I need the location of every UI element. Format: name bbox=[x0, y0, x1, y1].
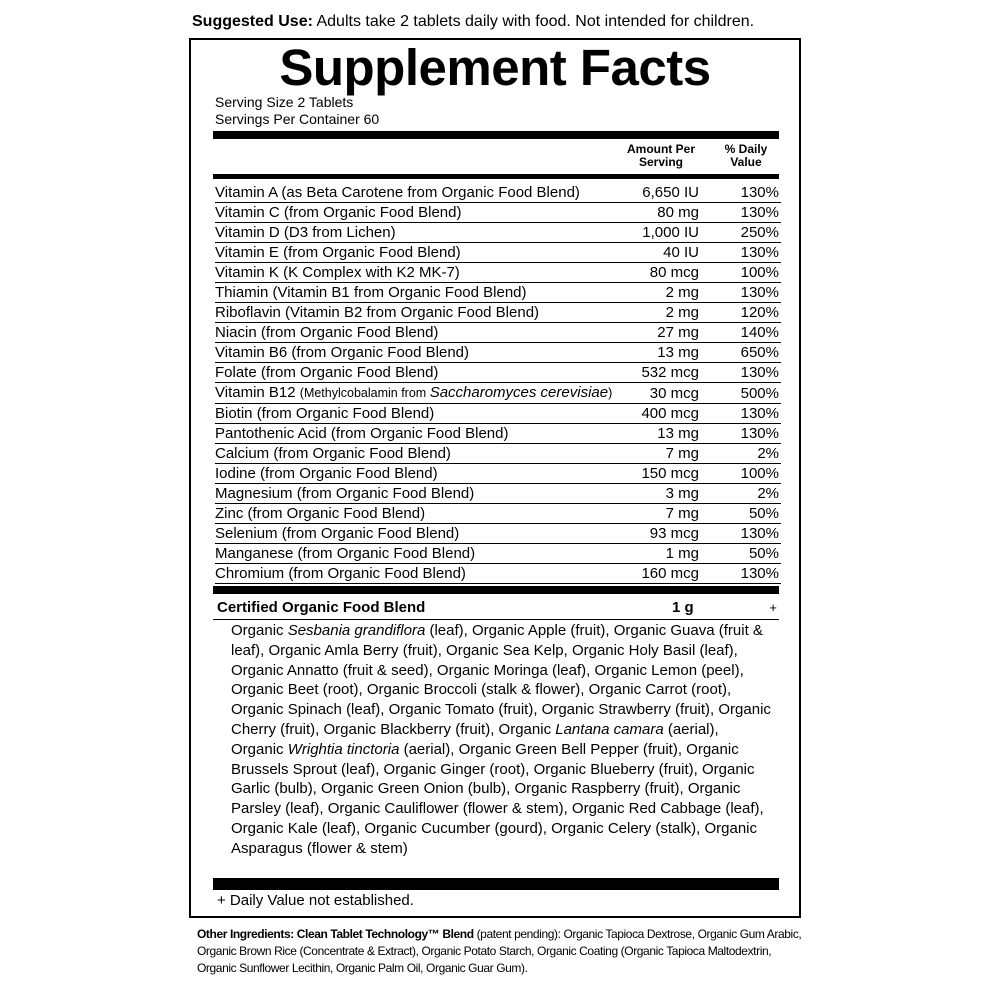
nutrient-amount: 30 mcg bbox=[617, 383, 699, 404]
nutrient-amount: 3 mg bbox=[617, 484, 699, 504]
nutrient-row bbox=[215, 363, 781, 383]
other-ingredients-text: (patent pending): Organic Tapioca Dextrose, Organic Gum Arabic, Organic Brown Rice (Concentrate & Extract), Organic Potato Starch, Organic Coating (Organic Tapioca Maltodextrin, Organic Sunflower Lecithin, Organic Palm Oil, Organic Guar Gum). bbox=[197, 927, 802, 975]
nutrient-daily-value: 130% bbox=[699, 524, 781, 544]
nutrient-daily-value: 120% bbox=[699, 303, 781, 323]
nutrient-name-text: Vitamin E (from Organic Food Blend) bbox=[215, 244, 461, 261]
medium-divider bbox=[213, 174, 779, 179]
blend-species-name: Lantana camara bbox=[555, 720, 664, 738]
nutrient-row bbox=[215, 464, 781, 484]
thick-divider-blend bbox=[213, 586, 779, 594]
supplement-facts-panel bbox=[189, 38, 801, 918]
nutrient-daily-value: 130% bbox=[699, 404, 781, 424]
panel-title: Supplement Facts bbox=[279, 39, 711, 96]
nutrient-daily-value: 50% bbox=[699, 544, 781, 564]
nutrient-row bbox=[215, 424, 781, 444]
nutrient-daily-value: 130% bbox=[699, 564, 781, 584]
nutrient-name-text: Selenium (from Organic Food Blend) bbox=[215, 525, 460, 542]
nutrient-daily-value: 100% bbox=[699, 263, 781, 283]
nutrient-name bbox=[215, 223, 617, 243]
nutrient-amount: 1,000 IU bbox=[617, 223, 699, 243]
nutrient-amount: 7 mg bbox=[617, 444, 699, 464]
nutrient-amount: 80 mg bbox=[617, 203, 699, 223]
nutrient-name bbox=[215, 444, 617, 464]
nutrient-row bbox=[215, 223, 781, 243]
nutrient-name bbox=[215, 363, 617, 383]
suggested-use-text: Adults take 2 tablets daily with food. Not intended for children. bbox=[312, 13, 755, 30]
header-daily-value: % Daily Value bbox=[724, 142, 768, 169]
thin-divider bbox=[213, 619, 779, 620]
nutrient-name bbox=[215, 424, 617, 444]
blend-dv: + bbox=[769, 600, 777, 615]
nutrient-amount: 532 mcg bbox=[617, 363, 699, 383]
nutrient-amount: 150 mcg bbox=[617, 464, 699, 484]
nutrient-row bbox=[215, 544, 781, 564]
nutrient-name bbox=[215, 404, 617, 424]
nutrient-name-text: Niacin (from Organic Food Blend) bbox=[215, 324, 439, 341]
nutrient-amount: 2 mg bbox=[617, 303, 699, 323]
nutrient-daily-value: 130% bbox=[699, 424, 781, 444]
blend-species-name: Wrightia tinctoria bbox=[287, 740, 400, 758]
nutrient-amount: 6,650 IU bbox=[617, 183, 699, 203]
nutrient-name bbox=[215, 564, 617, 584]
nutrient-daily-value: 130% bbox=[699, 243, 781, 263]
nutrient-row bbox=[215, 564, 781, 584]
nutrient-row bbox=[215, 444, 781, 464]
nutrient-daily-value: 2% bbox=[699, 484, 781, 504]
nutrient-name bbox=[215, 464, 617, 484]
nutrient-source-species: Saccharomyces cerevisiae bbox=[429, 384, 609, 401]
nutrient-name bbox=[215, 263, 617, 283]
blend-text-segment: Organic bbox=[231, 622, 288, 639]
nutrient-row bbox=[215, 263, 781, 283]
nutrient-amount: 2 mg bbox=[617, 283, 699, 303]
nutrient-row bbox=[215, 323, 781, 343]
footnote: + Daily Value not established. bbox=[217, 892, 414, 909]
nutrient-amount: 400 mcg bbox=[617, 404, 699, 424]
nutrient-name-text: Manganese (from Organic Food Blend) bbox=[215, 545, 476, 562]
nutrient-row bbox=[215, 183, 781, 203]
nutrient-amount: 1 mg bbox=[617, 544, 699, 564]
nutrient-source-text: (Methylcobalamin from bbox=[299, 386, 430, 400]
nutrient-row bbox=[215, 504, 781, 524]
nutrient-name bbox=[215, 183, 617, 203]
blend-species-name: Sesbania grandiflora bbox=[287, 622, 426, 639]
nutrient-daily-value: 130% bbox=[699, 283, 781, 303]
nutrient-row bbox=[215, 383, 781, 404]
nutrient-daily-value: 130% bbox=[699, 183, 781, 203]
serving-size: Serving Size 2 Tablets bbox=[215, 94, 354, 110]
blend-text-segment: (aerial), Organic bbox=[231, 720, 719, 758]
nutrient-row bbox=[215, 524, 781, 544]
nutrient-amount: 93 mcg bbox=[617, 524, 699, 544]
nutrient-name bbox=[215, 243, 617, 263]
nutrient-name-text: Vitamin A (as Beta Carotene from Organic Food Blend) bbox=[215, 184, 580, 201]
nutrient-table bbox=[215, 183, 781, 584]
nutrient-amount: 80 mcg bbox=[617, 263, 699, 283]
nutrient-name-text: Riboflavin (Vitamin B2 from Organic Food Blend) bbox=[215, 304, 540, 321]
nutrient-name-text: Magnesium (from Organic Food Blend) bbox=[215, 485, 475, 502]
blend-amount: 1 g bbox=[672, 599, 694, 616]
nutrient-amount: 40 IU bbox=[617, 243, 699, 263]
nutrient-name-text: Thiamin (Vitamin B1 from Organic Food Blend) bbox=[215, 284, 527, 301]
nutrient-amount: 27 mg bbox=[617, 323, 699, 343]
nutrient-name bbox=[215, 524, 617, 544]
nutrient-name bbox=[215, 504, 617, 524]
blend-text-segment: (aerial), Organic Green Bell Pepper (fruit), Organic Brussels Sprout (leaf), Organic Ginger (root), Organic Blueberry (fruit), Organic Garlic (bulb), Organic Green Onion (bulb), Organic Raspberry (fruit), Organic Parsley (leaf), Organic Cauliflower (flower & stem), Organic Red Cabbage (leaf), Organic Kale (leaf), Organic Cucumber (gourd), Organic Celery (stalk), Organic Asparagus (flower & stem) bbox=[231, 740, 764, 857]
header-amount-per-serving: Amount Per Serving bbox=[626, 142, 695, 169]
nutrient-amount: 160 mcg bbox=[617, 564, 699, 584]
nutrient-amount: 13 mg bbox=[617, 424, 699, 444]
nutrient-name-text: Pantothenic Acid (from Organic Food Blend) bbox=[215, 425, 509, 442]
nutrient-name-text: Vitamin D (D3 from Lichen) bbox=[215, 224, 396, 241]
nutrient-amount: 13 mg bbox=[617, 343, 699, 363]
nutrient-row bbox=[215, 203, 781, 223]
nutrient-name-text: Vitamin B6 (from Organic Food Blend) bbox=[215, 344, 469, 361]
nutrient-row bbox=[215, 343, 781, 363]
blend-text-segment: (leaf), Organic Apple (fruit), Organic Guava (fruit & leaf), Organic Amla Berry (fruit), Organic Sea Kelp, Organic Holy Basil (leaf), Organic Annatto (fruit & seed), Organic Moringa (leaf), Organic Lemon (peel), Organic Beet (root), Organic Broccoli (stalk & flower), Organic Carrot (root), Organic Spinach (leaf), Organic Tomato (fruit), Organic Strawberry (fruit), Organic Cherry (fruit), Organic Blackberry (fruit), Organic bbox=[231, 622, 771, 738]
nutrient-name-text: Chromium (from Organic Food Blend) bbox=[215, 565, 466, 582]
nutrient-name-text: Calcium (from Organic Food Blend) bbox=[215, 445, 451, 462]
nutrient-daily-value: 130% bbox=[699, 203, 781, 223]
nutrient-name-text: Vitamin K (K Complex with K2 MK-7) bbox=[215, 264, 460, 281]
suggested-use-label: Suggested Use: bbox=[192, 13, 313, 30]
nutrient-name bbox=[215, 484, 617, 504]
nutrient-row bbox=[215, 484, 781, 504]
nutrient-daily-value: 140% bbox=[699, 323, 781, 343]
nutrient-name bbox=[215, 323, 617, 343]
other-ingredients bbox=[197, 926, 807, 977]
nutrient-daily-value: 50% bbox=[699, 504, 781, 524]
nutrient-name bbox=[215, 383, 617, 404]
nutrient-name-text: Biotin (from Organic Food Blend) bbox=[215, 405, 435, 422]
nutrient-daily-value: 2% bbox=[699, 444, 781, 464]
nutrient-name bbox=[215, 283, 617, 303]
nutrient-name-text: Vitamin B12 bbox=[215, 384, 300, 401]
nutrient-row bbox=[215, 243, 781, 263]
nutrient-name bbox=[215, 203, 617, 223]
blend-name: Certified Organic Food Blend bbox=[217, 599, 426, 616]
nutrient-source-end: ) bbox=[608, 386, 613, 400]
nutrient-daily-value: 650% bbox=[699, 343, 781, 363]
nutrient-row bbox=[215, 283, 781, 303]
nutrient-name-text: Folate (from Organic Food Blend) bbox=[215, 364, 439, 381]
nutrient-row bbox=[215, 404, 781, 424]
nutrient-name bbox=[215, 544, 617, 564]
nutrient-name-text: Zinc (from Organic Food Blend) bbox=[215, 505, 426, 522]
nutrient-name-text: Vitamin C (from Organic Food Blend) bbox=[215, 204, 462, 221]
nutrient-row bbox=[215, 303, 781, 323]
nutrient-daily-value: 500% bbox=[699, 383, 781, 404]
nutrient-amount: 7 mg bbox=[617, 504, 699, 524]
nutrient-daily-value: 250% bbox=[699, 223, 781, 243]
other-ingredients-label: Other Ingredients: Clean Tablet Technology™ Blend bbox=[197, 927, 474, 941]
blend-ingredients bbox=[231, 621, 771, 859]
nutrient-name bbox=[215, 343, 617, 363]
suggested-use bbox=[192, 12, 754, 32]
thick-divider bbox=[213, 131, 779, 139]
blend-row bbox=[217, 598, 779, 618]
nutrient-daily-value: 100% bbox=[699, 464, 781, 484]
bottom-thick-divider bbox=[213, 878, 779, 890]
nutrient-daily-value: 130% bbox=[699, 363, 781, 383]
nutrient-name-text: Iodine (from Organic Food Blend) bbox=[215, 465, 438, 482]
nutrient-name bbox=[215, 303, 617, 323]
servings-per-container: Servings Per Container 60 bbox=[215, 111, 380, 127]
